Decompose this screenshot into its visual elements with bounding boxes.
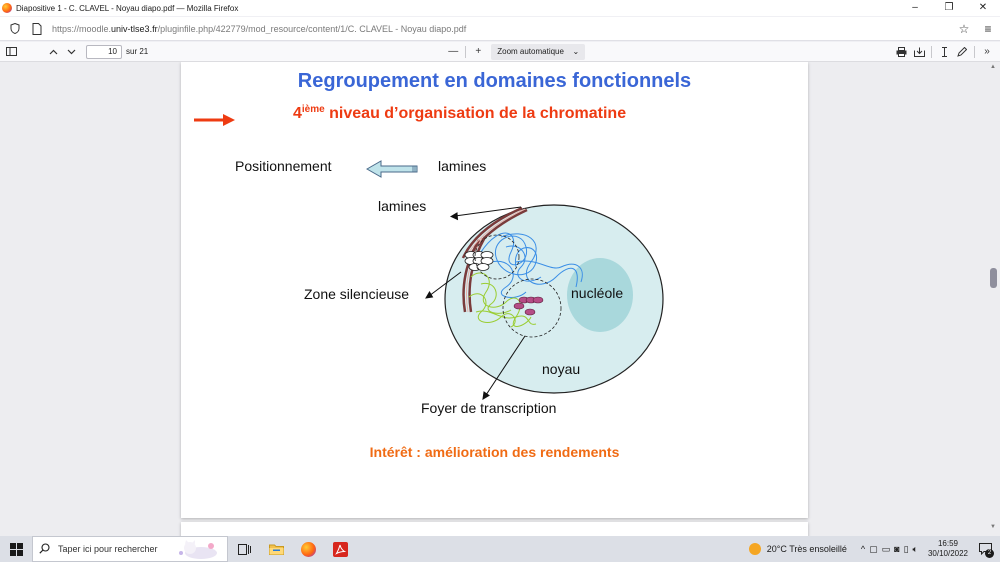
file-explorer-icon[interactable] (260, 536, 292, 562)
url-path: /pluginfile.php/422779/mod_resource/content/1/C. CLAVEL - Noyau diapo.pdf (157, 23, 467, 34)
scroll-down-arrow-icon[interactable]: ▼ (990, 524, 996, 530)
zoom-out-button[interactable]: — (448, 46, 459, 57)
label-nucleole: nucléole (571, 285, 624, 301)
minimize-button[interactable]: – (912, 2, 918, 13)
next-page-icon[interactable] (62, 43, 80, 61)
toolbar-separator (974, 46, 975, 58)
url-bar (0, 17, 1000, 41)
chromatin-beads-white (465, 252, 493, 271)
shield-icon[interactable] (8, 22, 22, 36)
zoom-select[interactable] (491, 44, 585, 60)
notification-count-badge: 2 (985, 549, 994, 558)
previous-page-icon[interactable] (44, 43, 62, 61)
url-prefix: https://moodle. (52, 23, 112, 34)
hamburger-menu-icon[interactable]: ≡ (984, 21, 992, 36)
search-placeholder: Taper ici pour rechercher (58, 544, 158, 554)
text-cursor-icon[interactable] (935, 43, 953, 61)
taskbar-search-box[interactable] (32, 536, 228, 562)
maximize-button[interactable]: ❐ (944, 2, 954, 13)
save-icon[interactable] (910, 43, 928, 61)
pdf-viewer[interactable] (0, 62, 1000, 536)
weather-widget[interactable] (749, 543, 847, 555)
chromatin-diagram (181, 62, 808, 442)
print-icon[interactable] (892, 43, 910, 61)
network-icon[interactable]: ▢ (869, 543, 878, 554)
acrobat-reader-icon[interactable] (324, 536, 356, 562)
page-count: sur 21 (126, 47, 149, 56)
windows-start-icon[interactable] (0, 536, 32, 562)
search-highlight-cat-icon (175, 538, 223, 560)
notification-center-icon[interactable] (976, 540, 994, 558)
chevron-down-icon: ⌄ (572, 47, 580, 56)
sun-weather-icon (749, 543, 761, 555)
next-pdf-page (181, 522, 808, 536)
zoom-in-button[interactable]: + (475, 46, 482, 57)
volume-icon[interactable]: 🔈︎ (912, 543, 918, 554)
label-foyer-transcription: Foyer de transcription (421, 400, 557, 416)
label-noyau: noyau (542, 361, 581, 377)
label-positionnement: Positionnement (235, 158, 332, 174)
search-icon (39, 543, 50, 556)
label-lamines: lamines (378, 198, 427, 214)
label-zone-silencieuse: Zone silencieuse (304, 286, 410, 302)
more-tools-icon[interactable]: » (984, 46, 990, 57)
slide-title: Regroupement en domaines fonctionnels (297, 70, 692, 92)
vertical-scrollbar-thumb[interactable] (990, 268, 997, 288)
page-info-icon[interactable] (30, 22, 44, 36)
toolbar-separator (465, 46, 466, 58)
scroll-up-arrow-icon[interactable]: ▲ (990, 64, 996, 70)
label-lamines-top: lamines (438, 158, 487, 174)
pdf-page (181, 62, 808, 518)
window-titlebar (0, 0, 1000, 16)
close-button[interactable]: ✕ (978, 2, 988, 13)
url-field[interactable] (52, 24, 952, 34)
bookmark-star-icon[interactable]: ☆ (958, 21, 970, 36)
weather-text: 20°C Très ensoleillé (766, 544, 847, 554)
page-number-input[interactable]: 10 (86, 45, 122, 59)
clock-time: 16:59 (937, 539, 958, 548)
draw-pencil-icon[interactable] (953, 43, 971, 61)
subtitle-text: niveau d’organisation de la chromatine (324, 105, 627, 122)
url-domain: univ-tlse3.fr (111, 23, 158, 34)
clock-date: 30/10/2022 (927, 549, 968, 558)
battery-icon[interactable]: ▯ (903, 543, 909, 554)
monitor-icon[interactable]: ▭ (881, 543, 891, 554)
block-arrow-left (367, 161, 417, 177)
pdf-toolbar (0, 42, 1000, 62)
subtitle-superscript: ième (301, 104, 325, 115)
window-title: Diapositive 1 - C. CLAVEL - Noyau diapo.pdf — Mozilla Firefox (16, 3, 239, 13)
subtitle-number: 4 (293, 105, 302, 122)
firefox-taskbar-icon[interactable] (292, 536, 324, 562)
system-tray (749, 536, 1000, 562)
task-view-icon[interactable] (228, 536, 260, 562)
interet-text: Intérêt : amélioration des rendements (369, 444, 620, 460)
chevron-up-icon[interactable]: ^ (860, 544, 866, 554)
firefox-logo-icon (2, 3, 12, 13)
toolbar-separator (931, 46, 932, 58)
sidebar-toggle-icon[interactable] (2, 43, 20, 61)
zoom-select-value: Zoom automatique (497, 47, 564, 56)
windows-taskbar (0, 536, 1000, 562)
system-clock[interactable] (928, 539, 968, 559)
camera-icon[interactable]: ◙ (894, 544, 900, 554)
